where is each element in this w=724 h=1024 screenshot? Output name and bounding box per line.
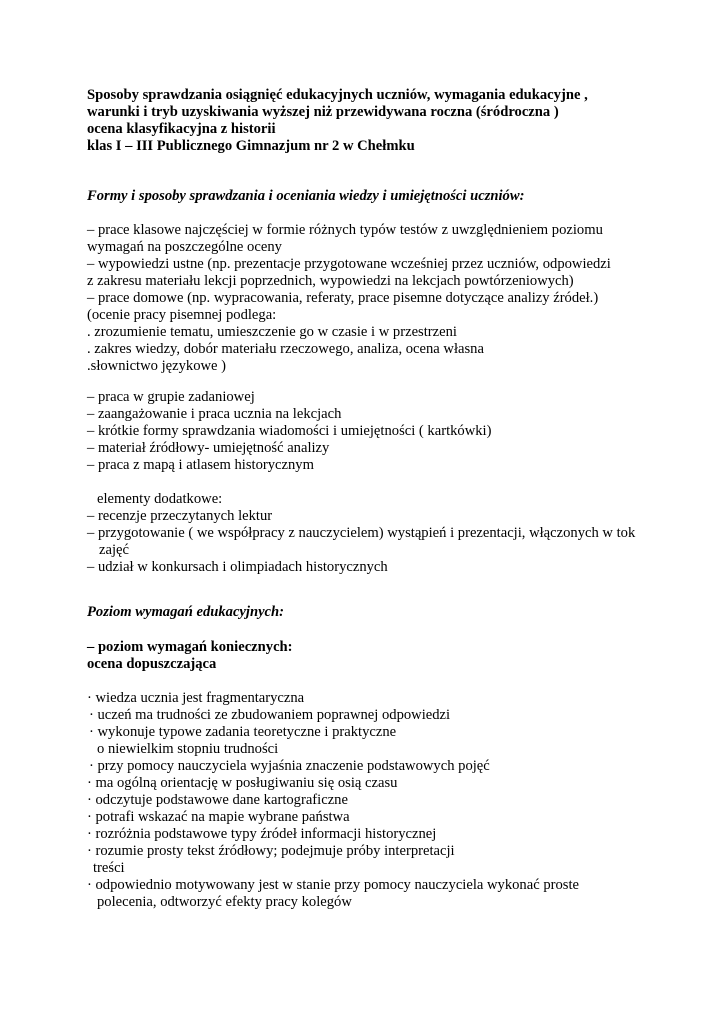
section1-line: . zrozumienie tematu, umieszczenie go w czasie i w przestrzeni [87, 324, 457, 340]
list-item-continuation: zajęć [99, 542, 129, 558]
section1-line: . zakres wiedzy, dobór materiału rzeczowego, analiza, ocena własna [87, 341, 484, 357]
bullet-item-continuation: polecenia, odtworzyć efekty pracy kolegów [97, 894, 352, 910]
bullet-item: · uczeń ma trudności ze zbudowaniem poprawnej odpowiedzi [89, 707, 451, 723]
list-item: – krótkie formy sprawdzania wiadomości i umiejętności ( kartkówki) [87, 423, 492, 439]
bullet-item: · rozróżnia podstawowe typy źródeł informacji historycznej [87, 826, 437, 842]
bullet-item: · rozumie prosty tekst źródłowy; podejmuje próby interpretacji [87, 843, 455, 859]
title-line-1: Sposoby sprawdzania osiągnięć edukacyjnych uczniów, wymagania edukacyjne , [87, 87, 588, 103]
list-item: – recenzje przeczytanych lektur [87, 508, 273, 524]
level-heading: – poziom wymagań koniecznych: [87, 639, 293, 655]
bullet-item: · potrafi wskazać na mapie wybrane państwa [87, 809, 350, 825]
bullet-item: · odpowiednio motywowany jest w stanie przy pomocy nauczyciela wykonać proste [87, 877, 579, 893]
section1-line: .słownictwo językowe ) [87, 358, 227, 374]
list-item: – praca w grupie zadaniowej [87, 389, 255, 405]
title-line-3: ocena klasyfikacyjna z historii [87, 121, 276, 137]
bullet-item: · ma ogólną orientację w posługiwaniu się osią czasu [87, 775, 398, 791]
list-item: – udział w konkursach i olimpiadach historycznych [87, 559, 388, 575]
grade-heading: ocena dopuszczająca [87, 656, 217, 672]
list-item: – materiał źródłowy- umiejętność analizy [87, 440, 330, 456]
bullet-item-continuation: treści [93, 860, 125, 876]
list-item: – zaangażowanie i praca ucznia na lekcjach [87, 406, 342, 422]
section1-line: – prace klasowe najczęściej w formie różnych typów testów z uwzględnieniem poziomu [87, 222, 603, 238]
section1-line: z zakresu materiału lekcji poprzednich, wypowiedzi na lekcjach powtórzeniowych) [87, 273, 574, 289]
section1-heading: Formy i sposoby sprawdzania i oceniania wiedzy i umiejętności uczniów: [87, 188, 525, 204]
extras-heading: elementy dodatkowe: [97, 491, 223, 507]
bullet-item: · wiedza ucznia jest fragmentaryczna [87, 690, 305, 706]
section2-heading: Poziom wymagań edukacyjnych: [87, 604, 285, 620]
title-line-4: klas I – III Publicznego Gimnazjum nr 2 w Chełmku [87, 138, 415, 154]
title-line-2: warunki i tryb uzyskiwania wyższej niż przewidywana roczna (śródroczna ) [87, 104, 559, 120]
list-item: – praca z mapą i atlasem historycznym [87, 457, 314, 473]
bullet-item: · wykonuje typowe zadania teoretyczne i praktyczne [89, 724, 397, 740]
list-item: – przygotowanie ( we współpracy z nauczycielem) wystąpień i prezentacji, włączonych w tok [87, 525, 636, 541]
bullet-item-continuation: o niewielkim stopniu trudności [97, 741, 279, 757]
bullet-item: · przy pomocy nauczyciela wyjaśnia znaczenie podstawowych pojęć [89, 758, 490, 774]
section1-line: – wypowiedzi ustne (np. prezentacje przygotowane wcześniej przez uczniów, odpowiedzi [87, 256, 611, 272]
section1-line: wymagań na poszczególne oceny [87, 239, 282, 255]
bullet-item: · odczytuje podstawowe dane kartograficzne [87, 792, 348, 808]
section1-line: (ocenie pracy pisemnej podlega: [87, 307, 277, 323]
section1-line: – prace domowe (np. wypracowania, referaty, prace pisemne dotyczące analizy źródeł.) [87, 290, 599, 306]
